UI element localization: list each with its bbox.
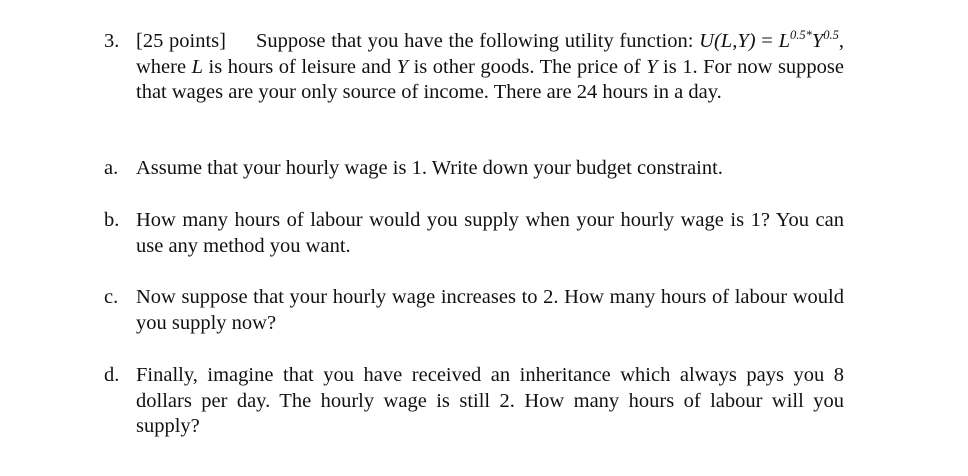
base-y: Y xyxy=(811,30,824,52)
part-text: How many hours of labour would you supply when your hourly wage is 1? You can use any method you want. xyxy=(136,209,844,257)
question-number: 3. xyxy=(104,30,120,52)
exponent-y: 0.5 xyxy=(823,28,839,42)
equals-sign: = xyxy=(755,30,773,52)
part-label: d. xyxy=(104,364,120,386)
intro-text-b: , where xyxy=(136,30,844,78)
part-d xyxy=(104,363,844,440)
part-text: Now suppose that your hourly wage increases to 2. How many hours of labour would you supply now? xyxy=(136,286,844,334)
question-intro xyxy=(136,29,844,106)
part-text: Finally, imagine that you have received an inheritance which always pays you 8 dollars per day. The hourly wage is still 2. How many hours of labour will you supply? xyxy=(136,364,844,437)
intro-text-e: is 1. For now suppose that wages are your only source of income. There are 24 hours in a day. xyxy=(136,55,844,103)
question-3 xyxy=(104,29,844,106)
part-c xyxy=(104,285,844,336)
part-b xyxy=(104,208,844,259)
part-text: Assume that your hourly wage is 1. Write down your budget constraint. xyxy=(136,157,723,179)
exponent-l: 0.5* xyxy=(789,28,812,42)
base-l: L xyxy=(778,30,790,52)
variable-l: L xyxy=(191,55,204,78)
points-label: [25 points] xyxy=(136,30,226,52)
intro-text-d: is other goods. The price of xyxy=(408,55,647,78)
intro-text-c: is hours of leisure and xyxy=(203,55,397,78)
part-label: c. xyxy=(104,286,119,308)
question-row xyxy=(104,29,844,106)
utility-function-name: U(L,Y) xyxy=(699,30,756,52)
intro-text-a: Suppose that you have the following utility function: xyxy=(256,30,700,52)
part-label: a. xyxy=(104,157,119,179)
variable-y-2: Y xyxy=(646,55,658,78)
part-a xyxy=(104,156,844,182)
variable-y: Y xyxy=(396,55,409,78)
part-label: b. xyxy=(104,209,120,231)
